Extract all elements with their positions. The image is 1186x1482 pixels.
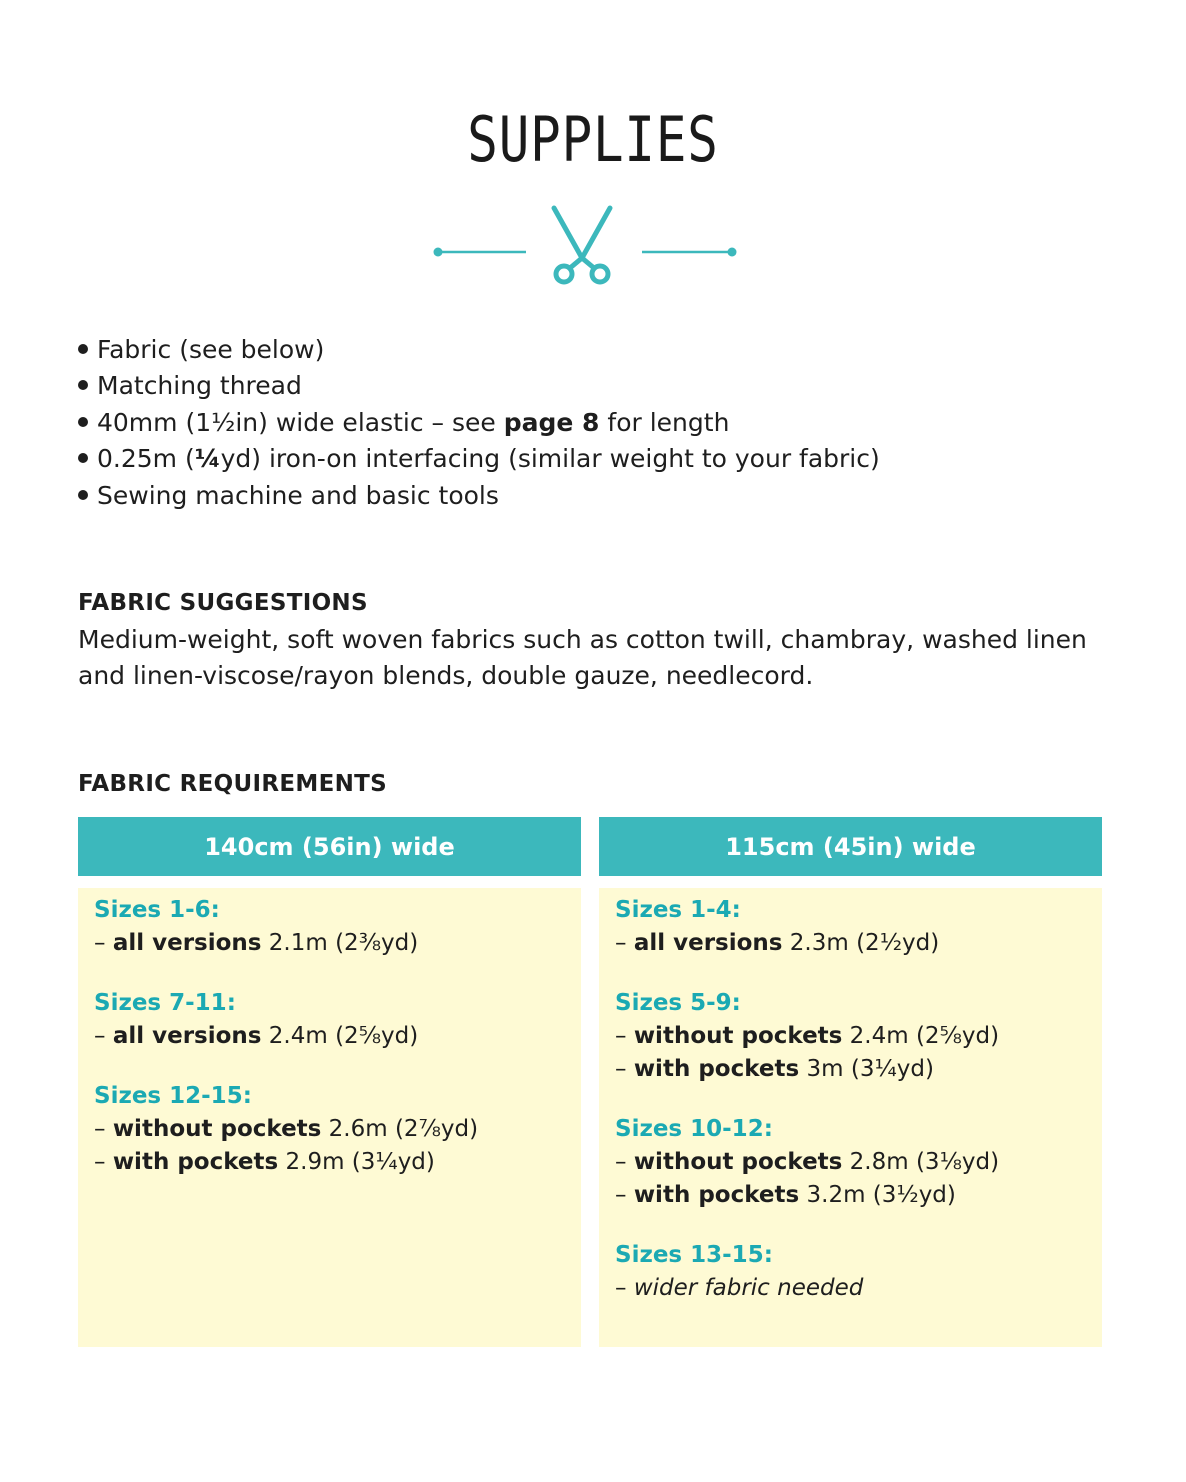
requirement-line: – with pockets 2.9m (3¼yd): [94, 1149, 435, 1175]
requirement-line: – without pockets 2.4m (2⅝yd): [615, 1023, 1000, 1049]
size-group: [615, 1239, 1086, 1305]
scissors-icon: [554, 208, 610, 282]
page-reference: page 8: [503, 407, 600, 437]
requirement-line: – with pockets 3m (3¼yd): [615, 1056, 934, 1082]
size-label: Sizes 12-15:: [94, 1083, 252, 1109]
size-group: [94, 894, 565, 960]
scissors-ornament: [430, 200, 750, 300]
requirement-line: – all versions 2.1m (2⅜yd): [94, 930, 419, 956]
list-item: 0.25m (¼yd) iron-on interfacing (similar weight to your fabric): [78, 441, 880, 477]
supplies-list: [78, 332, 880, 514]
bullet-icon: [78, 453, 88, 463]
column-body-140cm: [78, 888, 581, 1347]
size-group: [94, 1080, 565, 1179]
size-label: Sizes 7-11:: [94, 990, 236, 1016]
requirement-line: – without pockets 2.6m (2⅞yd): [94, 1116, 479, 1142]
bullet-icon: [78, 344, 88, 354]
requirement-line: – wider fabric needed: [615, 1275, 864, 1301]
size-group: [615, 894, 1086, 960]
size-label: Sizes 13-15:: [615, 1242, 773, 1268]
list-item: Matching thread: [78, 368, 880, 404]
requirement-line: – without pockets 2.8m (3⅛yd): [615, 1149, 1000, 1175]
column-header-140cm: 140cm (56in) wide: [78, 817, 581, 876]
bullet-icon: [78, 380, 88, 390]
size-label: Sizes 1-4:: [615, 897, 741, 923]
size-label: Sizes 1-6:: [94, 897, 220, 923]
left-divider-line: [434, 248, 527, 257]
fabric-suggestions-text: Medium-weight, soft woven fabrics such as cotton twill, chambray, washed linen and linen-viscose/rayon blends, double gauze, needlecord.: [78, 625, 1087, 690]
bullet-icon: [78, 490, 88, 500]
size-group: [94, 987, 565, 1053]
size-group: [615, 987, 1086, 1086]
column-header-115cm: 115cm (45in) wide: [599, 817, 1102, 876]
list-item: Fabric (see below): [78, 332, 880, 368]
list-item: Sewing machine and basic tools: [78, 478, 880, 514]
size-label: Sizes 10-12:: [615, 1116, 773, 1142]
column-body-115cm: [599, 888, 1102, 1347]
list-item: 40mm (1½in) wide elastic – see page 8 for length: [78, 405, 880, 441]
bullet-icon: [78, 417, 88, 427]
fabric-requirements-heading: FABRIC REQUIREMENTS: [78, 771, 387, 797]
fabric-suggestions-heading: FABRIC SUGGESTIONS: [78, 590, 368, 616]
requirement-line: – all versions 2.4m (2⅝yd): [94, 1023, 419, 1049]
page-title: SUPPLIES: [467, 103, 719, 176]
requirement-line: – with pockets 3.2m (3½yd): [615, 1182, 956, 1208]
right-divider-line: [642, 248, 737, 257]
size-group: [615, 1113, 1086, 1212]
size-label: Sizes 5-9:: [615, 990, 741, 1016]
requirement-line: – all versions 2.3m (2½yd): [615, 930, 940, 956]
